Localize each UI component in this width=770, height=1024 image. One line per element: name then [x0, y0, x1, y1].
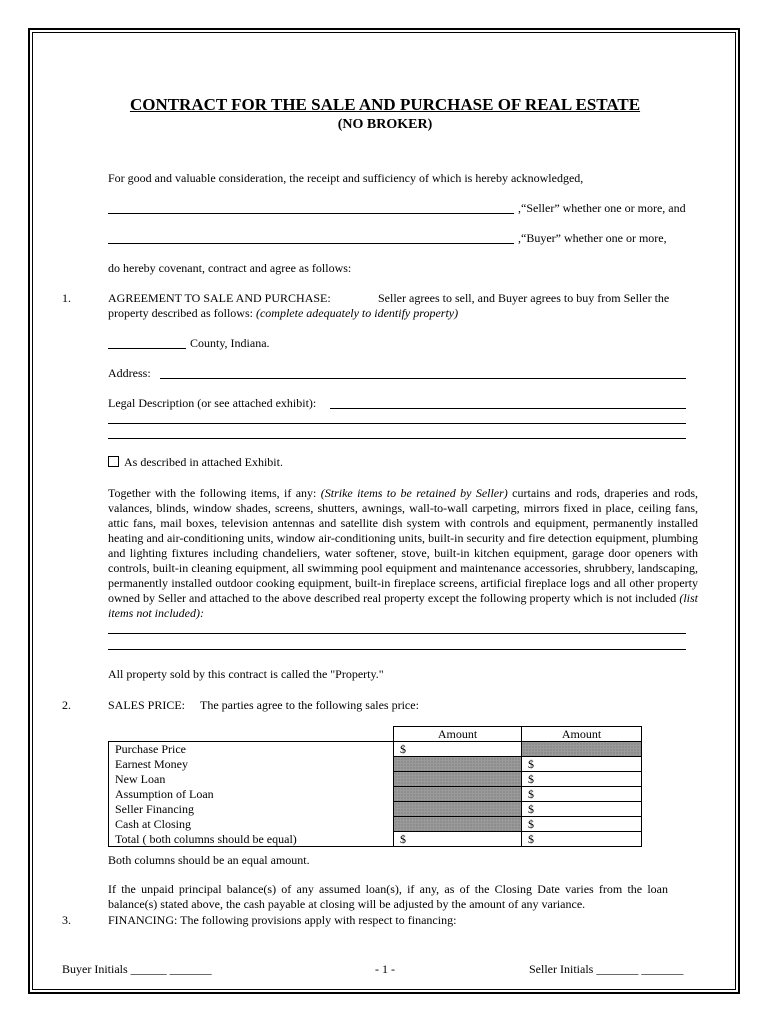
total-amount-1[interactable]: $ [394, 832, 522, 847]
new-loan-amount[interactable]: $ [522, 772, 642, 787]
seller-financing-amount[interactable]: $ [522, 802, 642, 817]
legal-description-field-3[interactable] [108, 438, 686, 439]
county-field[interactable] [108, 348, 186, 349]
address-label: Address: [108, 366, 151, 380]
row-label: Purchase Price [109, 742, 394, 757]
attached-exhibit-label: As described in attached Exhibit. [124, 455, 283, 469]
table-header-row [109, 727, 642, 742]
seller-name-field[interactable] [108, 213, 514, 214]
attached-exhibit-checkbox[interactable] [108, 456, 119, 467]
address-field[interactable] [160, 378, 686, 379]
cash-at-closing-amount[interactable]: $ [522, 817, 642, 832]
shaded-cell [394, 787, 522, 802]
sales-price-table [108, 726, 642, 847]
shaded-cell [394, 802, 522, 817]
legal-description-field-2[interactable] [108, 423, 686, 424]
property-note: All property sold by this contract is called the "Property." [108, 667, 384, 681]
table-row-earnest-money [109, 757, 642, 772]
excluded-items-field-2[interactable] [108, 649, 686, 650]
section-1-text: Seller agrees to sell, and Buyer agrees to buy from Seller the [378, 291, 670, 305]
row-label: Earnest Money [109, 757, 394, 772]
identify-property-note: (complete adequately to identify property) [255, 306, 459, 320]
county-label: County, Indiana. [190, 336, 270, 350]
shaded-cell [394, 772, 522, 787]
page-number: - 1 - [375, 962, 395, 976]
buyer-initials: Buyer Initials ______ _______ [62, 962, 212, 976]
items-list: curtains and rods, draperies and rods, valances, blinds, window shades, screens, shutters, awnings, wall-to-wall carpeting, mirrors fixed in place, ceiling fans, attic fans, mail boxes, television antennas and satellite dish system with controls and equipment, permanently installed heating and air-conditioning units, window air-conditioning units, built-in security and fire detection equipment, plumbing and lighting fixtures including chandeliers, water softener, stove, built-in kitchen equipment, garage door openers with controls, built-in cleaning equipment, all swimming pool equipment and maintenance accessories, shrubbery, landscaping, permanently installed outdoor cooking equipment, built-in fireplace screens, artificial fireplace logs and all other property owned by Seller and attached to the above described real property except the following property which is not included [108, 486, 698, 605]
shaded-cell [394, 817, 522, 832]
items-intro: Together with the following items, if any: [108, 486, 321, 500]
list-items-note: (list items not included): [108, 591, 698, 620]
section-2-number: 2. [62, 698, 71, 712]
table-header-blank [109, 727, 394, 742]
amount-column-header-2: Amount [522, 727, 642, 742]
table-row-cash-at-closing [109, 817, 642, 832]
shaded-cell [522, 742, 642, 757]
document-title: CONTRACT FOR THE SALE AND PURCHASE OF REAL ESTATE [129, 95, 641, 114]
table-row-assumption-of-loan [109, 787, 642, 802]
purchase-price-amount[interactable]: $ [394, 742, 522, 757]
legal-description-field-1[interactable] [330, 408, 686, 409]
table-row-new-loan [109, 772, 642, 787]
buyer-name-field[interactable] [108, 243, 514, 244]
section-1-text-line2 [108, 306, 458, 321]
variance-paragraph: If the unpaid principal balance(s) of any assumed loan(s), if any, as of the Closing Date varies from the loan balance(s) stated above, the cash payable at closing will be adjusted by the amount of any variance. [108, 882, 668, 911]
assumption-of-loan-amount[interactable]: $ [522, 787, 642, 802]
section-3-text: FINANCING: The following provisions apply with respect to financing: [108, 913, 457, 927]
buyer-label: ,“Buyer” whether one or more, [518, 231, 667, 245]
seller-label: ,“Seller” whether one or more, and [518, 201, 686, 215]
amount-column-header-1: Amount [394, 727, 522, 742]
section-1-number: 1. [62, 291, 71, 305]
intro-text: For good and valuable consideration, the receipt and sufficiency of which is hereby acknowledged, [108, 171, 584, 185]
total-amount-2[interactable]: $ [522, 832, 642, 847]
section-2-heading: SALES PRICE: [108, 698, 186, 712]
seller-initials: Seller Initials _______ _______ [529, 962, 684, 976]
row-label: Seller Financing [109, 802, 394, 817]
section-2-text: The parties agree to the following sales price: [200, 698, 419, 712]
included-items-paragraph [108, 486, 698, 621]
row-label: Total ( both columns should be equal) [109, 832, 394, 847]
shaded-cell [394, 757, 522, 772]
document-subtitle: (NO BROKER) [337, 117, 433, 132]
legal-description-label: Legal Description (or see attached exhibit): [108, 396, 317, 410]
equal-amount-note: Both columns should be an equal amount. [108, 853, 310, 867]
excluded-items-field-1[interactable] [108, 633, 686, 634]
table-row-seller-financing [109, 802, 642, 817]
row-label: New Loan [109, 772, 394, 787]
property-described-text: property described as follows: [108, 306, 256, 320]
table-row-total [109, 832, 642, 847]
section-3-number: 3. [62, 913, 71, 927]
strike-items-note: (Strike items to be retained by Seller) [320, 486, 508, 500]
covenant-text: do hereby covenant, contract and agree as follows: [108, 261, 352, 275]
earnest-money-amount[interactable]: $ [522, 757, 642, 772]
section-1-heading: AGREEMENT TO SALE AND PURCHASE: [108, 291, 331, 305]
table-row-purchase-price [109, 742, 642, 757]
row-label: Assumption of Loan [109, 787, 394, 802]
row-label: Cash at Closing [109, 817, 394, 832]
